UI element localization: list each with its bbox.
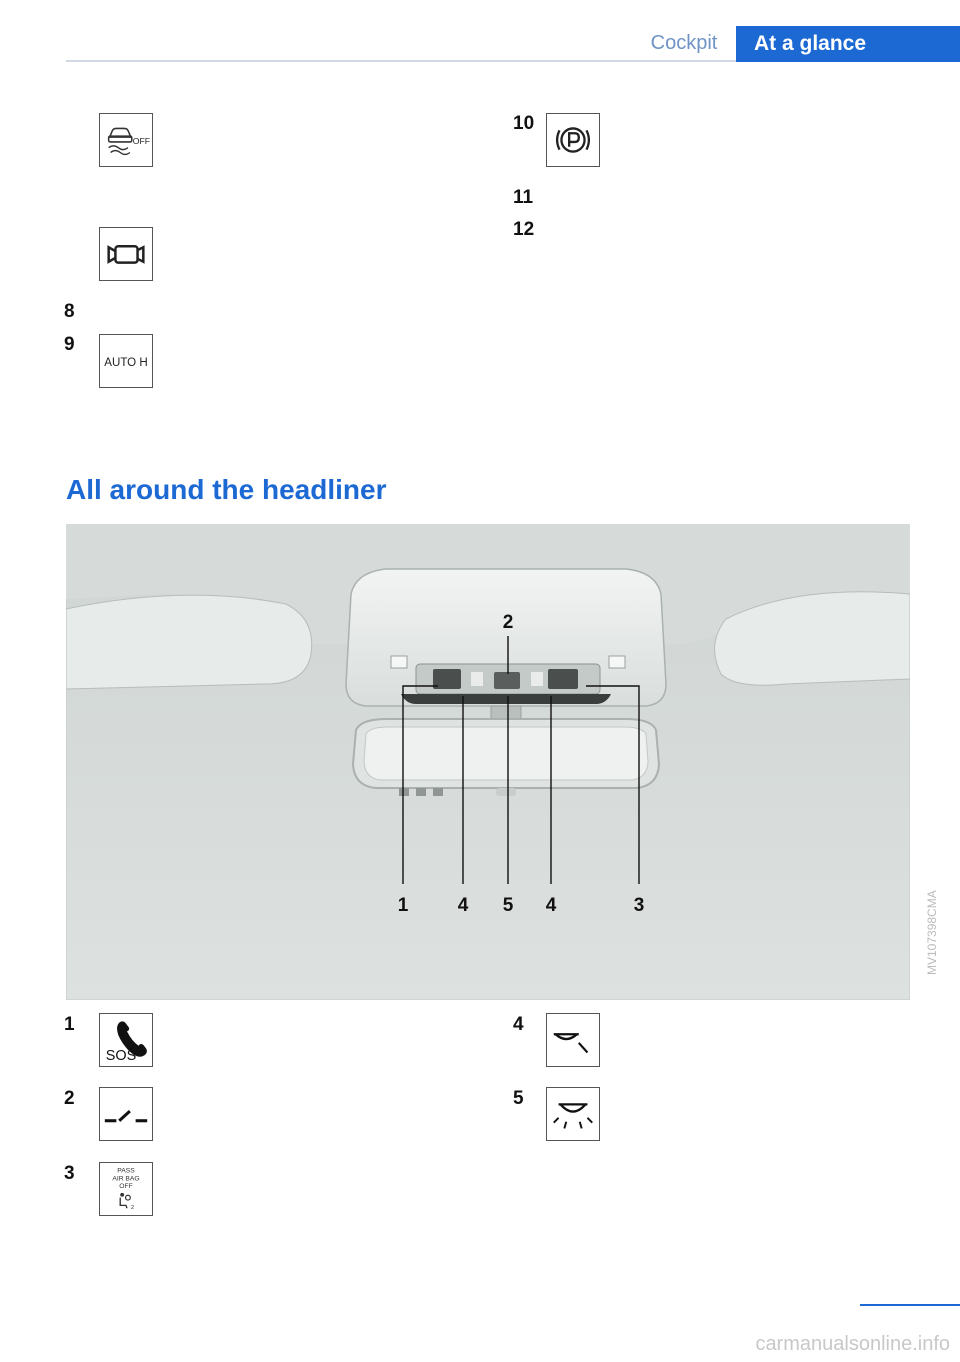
footer-rule <box>860 1304 960 1306</box>
airbag-label-sub: 2 <box>130 1205 135 1212</box>
parking-brake-icon <box>546 113 600 167</box>
interior-light-icon <box>546 1087 600 1141</box>
auto-hold-label: AUTO H <box>104 356 148 369</box>
header-tab-cockpit[interactable]: Cockpit <box>650 32 718 54</box>
headliner-figure <box>66 524 910 1000</box>
dsc-off-icon <box>99 113 153 167</box>
callout-4-right: 4 <box>545 895 557 916</box>
item-number-11: 11 <box>513 187 534 208</box>
figure-code: MV107398CMA <box>925 890 939 975</box>
callout-2-top: 2 <box>502 612 514 633</box>
item-number-12: 12 <box>513 219 535 240</box>
item-number-1: 1 <box>64 1014 75 1035</box>
item-number-2: 2 <box>64 1088 75 1109</box>
sos-label: SOS <box>105 1048 137 1065</box>
callout-4-left: 4 <box>457 895 469 916</box>
airbag-label-airbag: AIR BAG <box>112 1175 140 1183</box>
header-tab-at-a-glance[interactable]: At a glance <box>736 26 960 62</box>
item-number-3: 3 <box>64 1163 75 1184</box>
passenger-airbag-off-icon <box>99 1162 153 1216</box>
callout-1: 1 <box>397 895 409 916</box>
item-number-9: 9 <box>64 334 75 355</box>
sos-phone-icon <box>99 1013 153 1067</box>
item-number-10: 10 <box>513 113 535 134</box>
callout-3: 3 <box>633 895 645 916</box>
callout-5: 5 <box>502 895 514 916</box>
auto-hold-icon <box>99 334 153 388</box>
airbag-label-pass: PASS <box>117 1167 135 1175</box>
reading-light-icon <box>546 1013 600 1067</box>
airbag-label-off: OFF <box>119 1183 133 1191</box>
site-watermark: carmanualsonline.info <box>755 1333 950 1355</box>
item-number-8: 8 <box>64 301 75 322</box>
item-number-4: 4 <box>513 1014 524 1035</box>
item-number-5: 5 <box>513 1088 524 1109</box>
section-title: All around the headliner <box>66 474 387 505</box>
dsc-off-label: OFF <box>132 135 151 146</box>
sunroof-icon <box>99 1087 153 1141</box>
camera-icon <box>99 227 153 281</box>
